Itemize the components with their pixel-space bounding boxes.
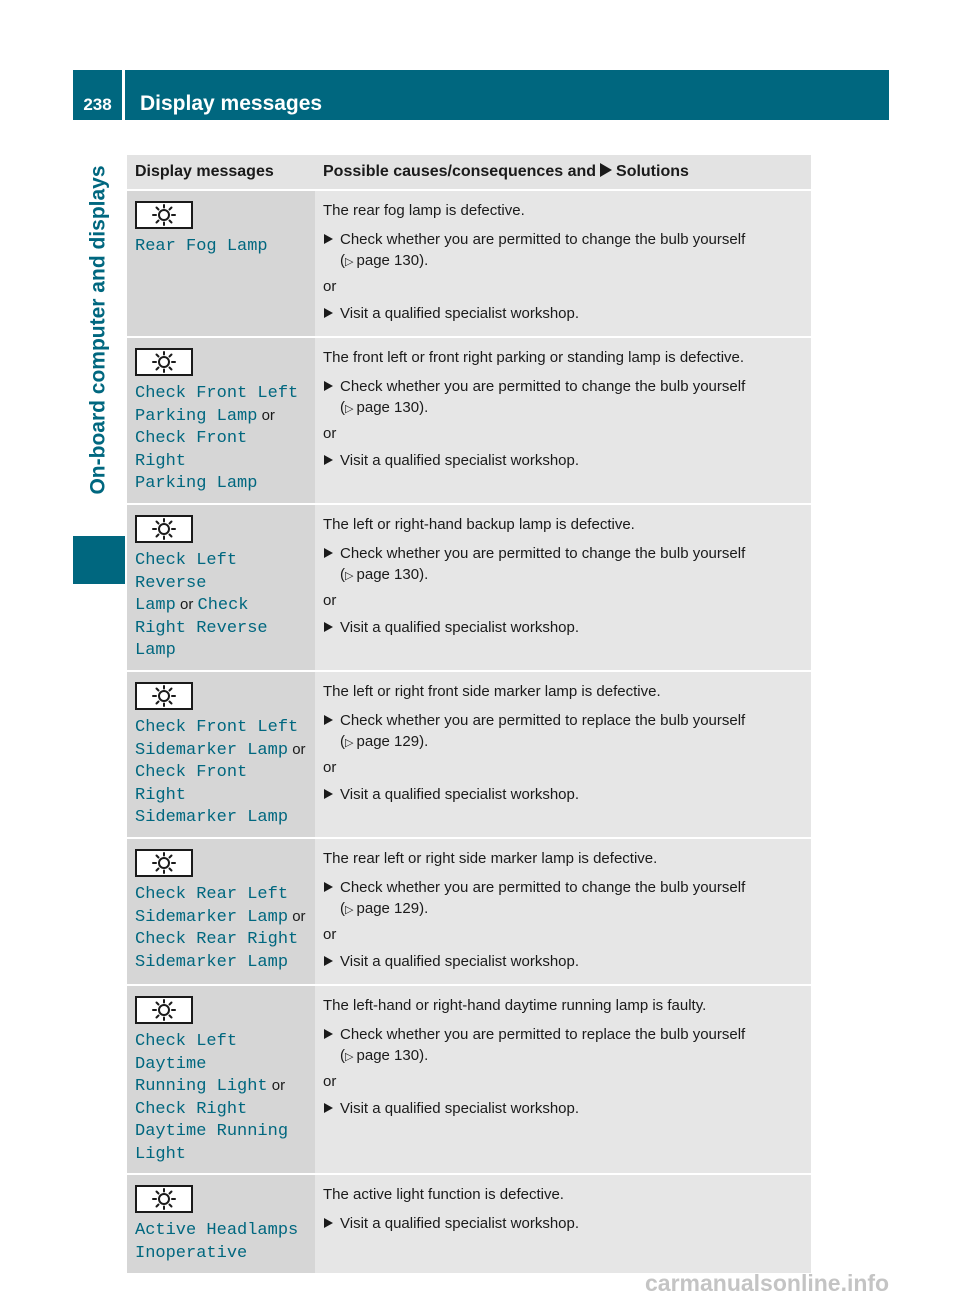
- step-arrow-icon: [324, 956, 333, 966]
- step-arrow-icon: [324, 1218, 333, 1228]
- display-message-segment: Check Left Reverse: [135, 550, 238, 593]
- display-message-segment: Daytime Running: [135, 1122, 289, 1142]
- page-reference-icon: ▷: [345, 1050, 357, 1063]
- solutions-arrow-icon: [600, 163, 612, 177]
- or-separator: or: [323, 925, 337, 943]
- display-message-segment: Check Left Daytime: [135, 1031, 238, 1074]
- display-message-segment: Light: [135, 1144, 187, 1164]
- cause-text: The left-hand or right-hand daytime running lamp is faulty.: [323, 996, 707, 1014]
- display-message-segment: Check Front Left: [135, 384, 299, 403]
- table-row: [127, 671, 811, 838]
- page-reference-icon: ▷: [345, 256, 357, 268]
- solution-step-text: Check whether you are permitted to change the bulb yourself: [340, 878, 746, 896]
- side-tab: [73, 124, 125, 536]
- solution-step: [323, 1098, 803, 1119]
- solution-step-text: Visit a qualified specialist workshop.: [340, 618, 580, 636]
- or-separator: or: [323, 278, 337, 295]
- causes-solutions-cell: [315, 985, 811, 1175]
- table-row: [127, 1174, 811, 1273]
- cause-text: The rear fog lamp is defective.: [323, 202, 525, 219]
- bulb-icon: [148, 1188, 180, 1210]
- page-reference-icon: ▷: [345, 736, 357, 749]
- display-message-segment: Parking Lamp: [135, 406, 258, 426]
- page-reference[interactable]: page 129).: [356, 732, 429, 750]
- col-header-display-messages: Display messages: [127, 155, 315, 190]
- step-arrow-icon: [324, 715, 333, 725]
- page-ref-open: (: [340, 899, 345, 917]
- display-message-segment: Check Right: [135, 1099, 248, 1119]
- table-row: [127, 190, 811, 337]
- page-reference-icon: ▷: [345, 903, 357, 916]
- page-title: Display messages: [140, 92, 323, 115]
- page-reference[interactable]: page 130).: [356, 565, 429, 583]
- causes-solutions-cell: [315, 337, 811, 504]
- solution-step: [323, 376, 803, 420]
- page-reference[interactable]: page 130).: [356, 1046, 429, 1064]
- display-message-segment: Running Light: [135, 1077, 268, 1097]
- or-connector: or: [288, 907, 306, 925]
- step-arrow-icon: [324, 789, 333, 799]
- page-ref-open: (: [340, 565, 345, 583]
- display-message-text: [135, 716, 307, 829]
- page-reference[interactable]: page 129).: [356, 899, 429, 917]
- display-message-cell: [127, 838, 315, 985]
- solution-step-text: Check whether you are permitted to replace the bulb yourself: [340, 711, 746, 729]
- display-message-segment: Check Rear Right: [135, 930, 299, 950]
- causes-solutions-cell: [315, 838, 811, 985]
- watermark: carmanualsonline.info: [645, 1270, 890, 1296]
- solution-step-text: Visit a qualified specialist workshop.: [340, 452, 580, 469]
- page-header: [73, 70, 889, 120]
- display-message-segment: Sidemarker Lamp: [135, 952, 289, 972]
- bulb-icon: [148, 351, 180, 373]
- display-message-segment: Active Headlamps: [135, 1221, 299, 1241]
- display-message-cell: [127, 190, 315, 337]
- display-message-text: [135, 382, 307, 495]
- solution-step: [323, 784, 803, 805]
- or-connector: or: [288, 740, 306, 758]
- display-message-text: [135, 549, 307, 662]
- side-tab-marker: [73, 536, 125, 584]
- bulb-icon: [148, 852, 180, 874]
- bulb-indicator: [135, 348, 193, 376]
- bulb-indicator: [135, 682, 193, 710]
- page-reference-icon: ▷: [345, 403, 357, 415]
- solution-step: [323, 617, 803, 638]
- solution-step-text: Check whether you are permitted to change the bulb yourself: [340, 544, 746, 562]
- display-message-text: [135, 1030, 307, 1166]
- display-message-segment: Right Reverse Lamp: [135, 618, 268, 661]
- display-message-segment: Lamp: [135, 596, 176, 616]
- display-message-segment: Sidemarker Lamp: [135, 907, 289, 927]
- display-message-segment: Check: [197, 596, 249, 616]
- display-message-segment: Check Rear Left: [135, 884, 289, 904]
- display-messages-table: [127, 155, 811, 1275]
- page-ref-open: (: [340, 1046, 345, 1064]
- table-row: [127, 838, 811, 985]
- display-message-text: [135, 883, 307, 973]
- causes-solutions-cell: [315, 671, 811, 838]
- solution-step-text: Check whether you are permitted to replace the bulb yourself: [340, 1025, 746, 1043]
- display-message-segment: Inoperative: [135, 1244, 248, 1264]
- solution-step: [323, 229, 803, 273]
- cause-text: The left or right-hand backup lamp is defective.: [323, 515, 635, 533]
- or-connector: or: [267, 1077, 286, 1095]
- page-ref-open: (: [340, 399, 345, 416]
- or-separator: or: [323, 425, 337, 442]
- step-arrow-icon: [324, 455, 333, 465]
- solution-step: [323, 1024, 803, 1068]
- solution-step: [323, 951, 803, 972]
- display-message-segment: Check Front Left: [135, 717, 299, 737]
- page-ref-open: (: [340, 732, 345, 750]
- display-message-cell: [127, 985, 315, 1175]
- display-message-segment: Sidemarker Lamp: [135, 740, 289, 760]
- step-arrow-icon: [324, 548, 333, 558]
- table-header-row: [127, 155, 811, 190]
- step-arrow-icon: [324, 234, 333, 244]
- or-separator: or: [323, 758, 337, 776]
- display-message-text: [135, 235, 307, 258]
- col-header-causes-label: Possible causes/consequences and: [323, 163, 597, 180]
- display-message-segment: Rear Fog Lamp: [135, 237, 268, 256]
- cause-text: The rear left or right side marker lamp is defective.: [323, 849, 658, 867]
- bulb-icon: [148, 204, 180, 226]
- col-header-solutions-label: Solutions: [616, 163, 689, 180]
- page-number: 238: [73, 70, 125, 120]
- causes-solutions-cell: [315, 1174, 811, 1273]
- solution-step: [323, 1213, 803, 1234]
- step-arrow-icon: [324, 381, 333, 391]
- step-arrow-icon: [324, 1029, 333, 1039]
- cause-text: The active light function is defective.: [323, 1186, 564, 1204]
- bulb-icon: [148, 685, 180, 707]
- step-arrow-icon: [324, 622, 333, 632]
- side-tab-label: On-board computer and displays: [87, 165, 110, 495]
- display-message-cell: [127, 671, 315, 838]
- table-row: [127, 985, 811, 1175]
- step-arrow-icon: [324, 308, 333, 318]
- or-connector: or: [257, 406, 275, 424]
- bulb-indicator: [135, 849, 193, 877]
- or-separator: or: [323, 591, 337, 609]
- bulb-icon: [148, 999, 180, 1021]
- or-connector: or: [175, 596, 198, 614]
- display-message-segment: Parking Lamp: [135, 474, 258, 494]
- display-message-text: [135, 1219, 307, 1264]
- step-arrow-icon: [324, 882, 333, 892]
- or-separator: or: [323, 1072, 337, 1090]
- causes-solutions-cell: [315, 504, 811, 671]
- bulb-indicator: [135, 1185, 193, 1213]
- table-row: [127, 337, 811, 504]
- solution-step: [323, 710, 803, 754]
- bulb-indicator: [135, 515, 193, 543]
- display-message-segment: Check Front Right: [135, 429, 248, 471]
- cause-text: The left or right front side marker lamp is defective.: [323, 682, 661, 700]
- solution-step-text: Visit a qualified specialist workshop.: [340, 952, 580, 970]
- solution-step-text: Check whether you are permitted to change the bulb yourself: [340, 378, 746, 395]
- solution-step-text: Visit a qualified specialist workshop.: [340, 305, 580, 322]
- causes-solutions-cell: [315, 190, 811, 337]
- col-header-causes-solutions: [315, 155, 811, 190]
- display-message-cell: [127, 337, 315, 504]
- solution-step-text: Check whether you are permitted to change the bulb yourself: [340, 231, 746, 248]
- cause-text: The front left or front right parking or standing lamp is defective.: [323, 349, 745, 366]
- solution-step: [323, 543, 803, 587]
- display-message-segment: Check Front Right: [135, 763, 248, 805]
- display-message-segment: Sidemarker Lamp: [135, 808, 289, 828]
- solution-step: [323, 450, 803, 471]
- bulb-icon: [148, 518, 180, 540]
- display-message-cell: [127, 504, 315, 671]
- solution-step-text: Visit a qualified specialist workshop.: [340, 1099, 580, 1117]
- table-row: [127, 504, 811, 671]
- page-ref-open: (: [340, 252, 345, 269]
- display-message-cell: [127, 1174, 315, 1273]
- page-reference[interactable]: page 130).: [356, 399, 429, 416]
- solution-step: [323, 303, 803, 324]
- solution-step-text: Visit a qualified specialist workshop.: [340, 1215, 580, 1233]
- bulb-indicator: [135, 996, 193, 1024]
- solution-step-text: Visit a qualified specialist workshop.: [340, 785, 580, 803]
- page-reference[interactable]: page 130).: [356, 252, 429, 269]
- bulb-indicator: [135, 201, 193, 229]
- step-arrow-icon: [324, 1103, 333, 1113]
- solution-step: [323, 877, 803, 921]
- page-reference-icon: ▷: [345, 569, 357, 582]
